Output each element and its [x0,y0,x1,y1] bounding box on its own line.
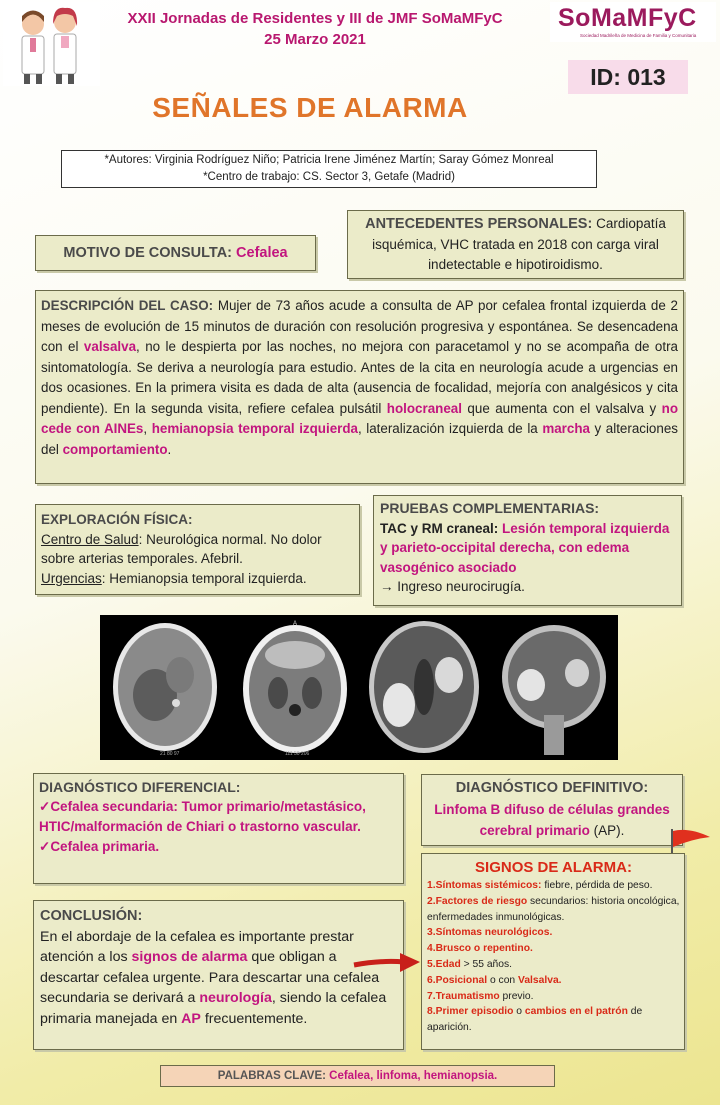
definitivo-label: DIAGNÓSTICO DEFINITIVO: [455,780,649,796]
signo-6-label: 6.Posicional [427,974,488,986]
signo-6 [427,973,680,989]
descripcion-text-1: Mujer de 73 años acude a consulta de AP por cefalea frontal izquierda de 2 meses de evolución de 15 minutos de duración con resolución progresiva y espontánea. Se desencadena con el [41,298,678,354]
antecedentes-label: ANTECEDENTES PERSONALES: [365,216,593,232]
signo-7-label: 7.Traumatismo [427,990,500,1002]
page-title: SEÑALES DE ALARMA [152,92,468,123]
exploracion-centro [41,530,354,569]
centro-label: Centro de Salud [41,531,139,547]
conclusion-label: CONCLUSIÓN: [40,908,143,924]
ct-scan-2 [230,615,360,760]
signo-3-label: 3.Síntomas neurológicos. [427,927,553,939]
signo-3 [427,925,680,941]
highlight-hemianopsia: hemianopsia temporal izquierda [151,421,358,436]
highlight-valsalva: valsalva [83,339,137,354]
descripcion-caso-box [35,290,684,484]
mri-axial-image [359,615,489,760]
tac-text: Lesión temporal izquierda y parieto-occipital derecha, con edema vasogénico asociado [380,520,670,575]
red-arrow-icon [352,950,422,978]
signo-8-mid: o [513,1006,525,1018]
signos-alarma-box [421,853,685,1050]
highlight-marcha: marcha [542,421,590,436]
mri-coronal-image [489,615,619,760]
motivo-value: Cefalea [236,245,288,261]
signo-2-text: secundarios: historia oncológica, enfermedades inmunológicas. [427,895,680,923]
descripcion-text-4: , [143,421,148,436]
diferencial-item-2-text: Cefalea primaria. [50,839,160,854]
signo-1-text: fiebre, pérdida de peso. [541,880,653,891]
conference-title [110,8,520,50]
signo-2-label: 2.Factores de riesgo [427,895,528,907]
keywords-box [160,1065,555,1087]
imaging-strip [100,615,618,760]
pruebas-ingreso [380,577,676,597]
doctors-logo [3,2,100,86]
descripcion-text-5: , lateralización izquierda de la [357,421,538,436]
ct-scan-1-caption: 21 80 97 [160,751,180,757]
exploracion-label: EXPLORACIÓN FÍSICA: [41,512,193,527]
descripcion-text-6: y alteraciones del [41,421,678,457]
definitivo-text [427,799,677,841]
motivo-consulta-box [35,235,316,271]
antecedentes-box [347,210,684,279]
signos-title: SIGNOS DE ALARMA: [475,859,632,876]
highlight-comportamiento: comportamiento [62,441,168,457]
signo-1-label: 1.Síntomas sistémicos: [427,880,542,891]
exploracion-fisica-box [35,504,360,595]
descripcion-text-3: que aumenta con el valsalva y [467,400,657,416]
signo-8-text: de aparición. [427,1006,643,1034]
logo-text: SoMaMFyC [558,4,697,32]
diferencial-label: DIAGNÓSTICO DIFERENCIAL: [39,779,241,795]
signo-6-label-2: Valsalva. [518,974,562,986]
highlight-neurologia: neurología [199,990,272,1006]
ct-scan-2-marker: A [292,621,297,627]
descripcion-text-2: , no le despierta por las noches, no mejora con paracetamol y no se acompaña de otra sintomatología. Se deriva a neurología para estudio. Antes de la cita en neurología acude a urgencias en dos ocasiones. En la primera visita es dada de alta (ausencia de focalidad, mejoría con analgésicos y cita pendiente). En la segunda visita, refiere cefalea pulsátil [41,339,679,416]
logo-subtitle: Sociedad Madrileña de Medicina de Familia y Comunitaria [580,33,697,38]
signo-6-mid: o con [487,974,519,986]
highlight-signos-alarma: signos de alarma [131,949,248,965]
descripcion-label: DESCRIPCIÓN DEL CASO: [41,298,214,313]
ingreso-text: Ingreso neurocirugía. [397,579,525,594]
signo-1 [427,878,680,894]
pruebas-label: PRUEBAS COMPLEMENTARIAS: [380,500,600,516]
signo-5 [427,957,680,973]
authors-line: *Autores: Virginia Rodríguez Niño; Patricia Irene Jiménez Martín; Saray Gómez Monreal [104,154,554,166]
conclusion-text-4: frecuentemente. [200,1010,308,1027]
tac-label: TAC y RM craneal: [380,520,499,536]
signo-5-label: 5.Edad [427,958,461,970]
urgencias-text: : Hemianopsia temporal izquierda. [101,570,307,586]
conclusion-text-1: En el abordaje de la cefalea es importante prestar atención a los [40,928,354,965]
highlight-ap: AP [181,1010,201,1027]
signo-7 [427,989,680,1005]
exploracion-urgencias [41,569,354,589]
conference-date: 25 Marzo 2021 [264,31,366,48]
conclusion-text [40,927,398,1030]
conclusion-box [33,900,404,1050]
highlight-holocraneal: holocraneal [386,400,462,416]
signo-5-text: > 55 años. [460,958,513,970]
diagnostico-diferencial-box [33,773,404,884]
ct-scan-1 [100,615,230,760]
ct-scan-1-image [100,615,230,760]
ct-scan-2-caption: 111 50 206 [284,751,309,757]
signo-8-label: 8.Primer episodio [427,1006,514,1018]
checkmark-icon: ✓ [39,839,51,854]
definitivo-suffix: (AP). [589,823,625,838]
keywords-value: Cefalea, linfoma, hemianopsia. [329,1070,498,1082]
diferencial-item-1-text: Cefalea secundaria: Tumor primario/metastásico, HTIC/malformación de Chiari o trastorno vascular. [39,799,366,834]
conclusion-text-2: que obligan a descartar cefalea urgente. Para descartar una cefalea secundaria se derivará a [40,949,380,1006]
antecedentes-text: Cardiopatía isquémica, VHC tratada en 2018 con carga viral indetectable e hipotiroidismo. [372,216,666,272]
poster-id-badge: ID: 013 [568,60,688,94]
mri-axial [359,615,489,760]
ct-scan-2-image [230,615,360,760]
centro-text: : Neurológica normal. No dolor sobre arterias temporales. Afebril. [41,531,322,566]
highlight-aines: no cede con AINEs [41,400,678,436]
keywords-label: PALABRAS CLAVE: [217,1070,326,1082]
signo-8-label-2: cambios en el patrón [524,1006,628,1018]
definitivo-value: Linfoma B difuso de células grandes cerebral primario [434,802,670,838]
checkmark-icon: ✓ [39,799,51,814]
pruebas-complementarias-box [373,495,682,606]
signo-2 [427,894,680,926]
signo-4 [427,941,680,957]
diferencial-item-1 [39,797,398,837]
signo-8 [427,1004,680,1036]
descripcion-text-7: . [167,441,172,457]
conclusion-text-3: , siendo la cefalea primaria manejada en [40,990,387,1027]
doctors-illustration-icon [3,2,100,86]
workplace-line: *Centro de trabajo: CS. Sector 3, Getafe (Madrid) [203,171,455,183]
conference-line-1: XXII Jornadas de Residentes y III de JMF SoMaMFyC [127,10,503,27]
diagnostico-definitivo-box [421,774,683,846]
somamfyc-logo [550,2,716,42]
right-arrow-icon: → [380,579,394,594]
diferencial-item-2 [39,837,398,857]
urgencias-label: Urgencias [41,570,102,586]
signo-7-text: previo. [499,990,534,1002]
motivo-label: MOTIVO DE CONSULTA: [63,245,232,261]
signo-4-label: 4.Brusco o repentino. [427,943,533,955]
mri-coronal [489,615,619,760]
authors-box [61,150,597,188]
pruebas-tac [380,519,676,578]
